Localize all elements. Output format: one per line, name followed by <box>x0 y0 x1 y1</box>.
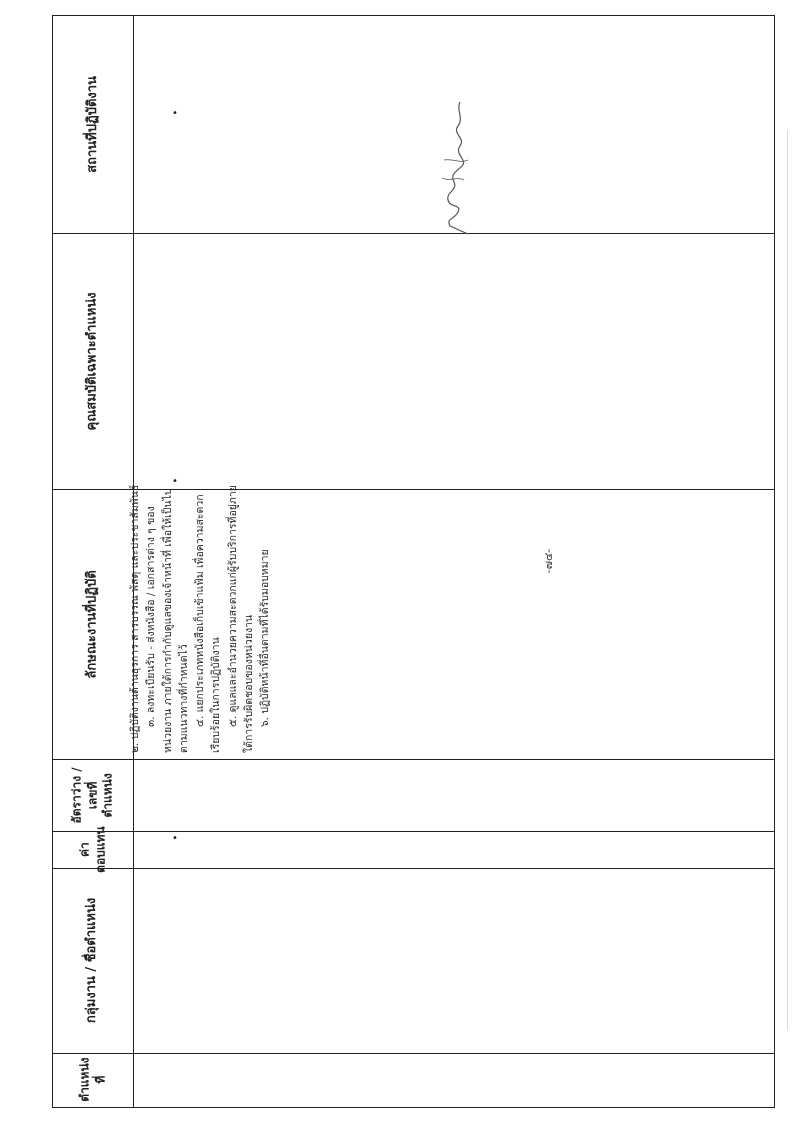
row-divider <box>53 868 774 869</box>
row-divider <box>53 831 774 832</box>
duty-item: ๓. ลงทะเบียนรับ - ส่งหนังสือ / เอกสารต่าง ๆ ของหน่วยงาน ภายใต้การกำกับดูแลของเจ้าหน้าที่ เพื่อให้เป็นไปตามแนวทางที่กำหนดไว้ <box>145 488 190 753</box>
bullet-mark: • <box>172 108 178 119</box>
bullet-mark: • <box>172 833 178 844</box>
header-duties: ลักษณะงานที่ปฏิบัติ <box>84 569 100 679</box>
duty-item: ๔. แยกประเภทหนังสือเก็บเข้าแฟ้ม เพื่อความสะดวกเรียบร้อยในการปฏิบัติงาน <box>194 494 223 753</box>
duty-item: ๕. ดูแลและอำนวยความสะดวกแก่ผู้รับบริการที่อยู่ภายใต้การรับผิดชอบของหน่วยงาน <box>226 485 255 753</box>
bullet-mark: • <box>172 476 178 487</box>
duties-text <box>127 481 357 753</box>
row-divider <box>53 1053 774 1054</box>
header-position-no: ตำแหน่ง ที่ <box>77 1057 107 1103</box>
row-divider <box>53 759 774 760</box>
header-compensation: ค่า ตอบแทน <box>77 826 107 873</box>
duty-item: ๖. ปฏิบัติหน้าที่อื่นตามที่ได้รับมอบหมาย <box>259 549 272 727</box>
scan-edge-line <box>787 130 788 1030</box>
row-divider <box>53 233 774 234</box>
header-qualifications: คุณสมบัติเฉพาะตำแหน่ง <box>84 291 100 431</box>
header-workplace: สถานที่ปฏิบัติงาน <box>84 76 100 173</box>
duty-item: ๒. ปฏิบัติงานด้านธุรการ สารบรรณ พัสดุ และประชาสัมพันธ์ <box>129 484 141 753</box>
header-vacancy-position-no: อัตราว่าง / เลขที่ ตำแหน่ง <box>69 766 115 824</box>
page-number: -๗๔- <box>542 548 555 574</box>
signature-icon <box>438 100 478 235</box>
header-group-title: กลุ่มงาน / ชื่อตำแหน่ง <box>84 897 100 1024</box>
